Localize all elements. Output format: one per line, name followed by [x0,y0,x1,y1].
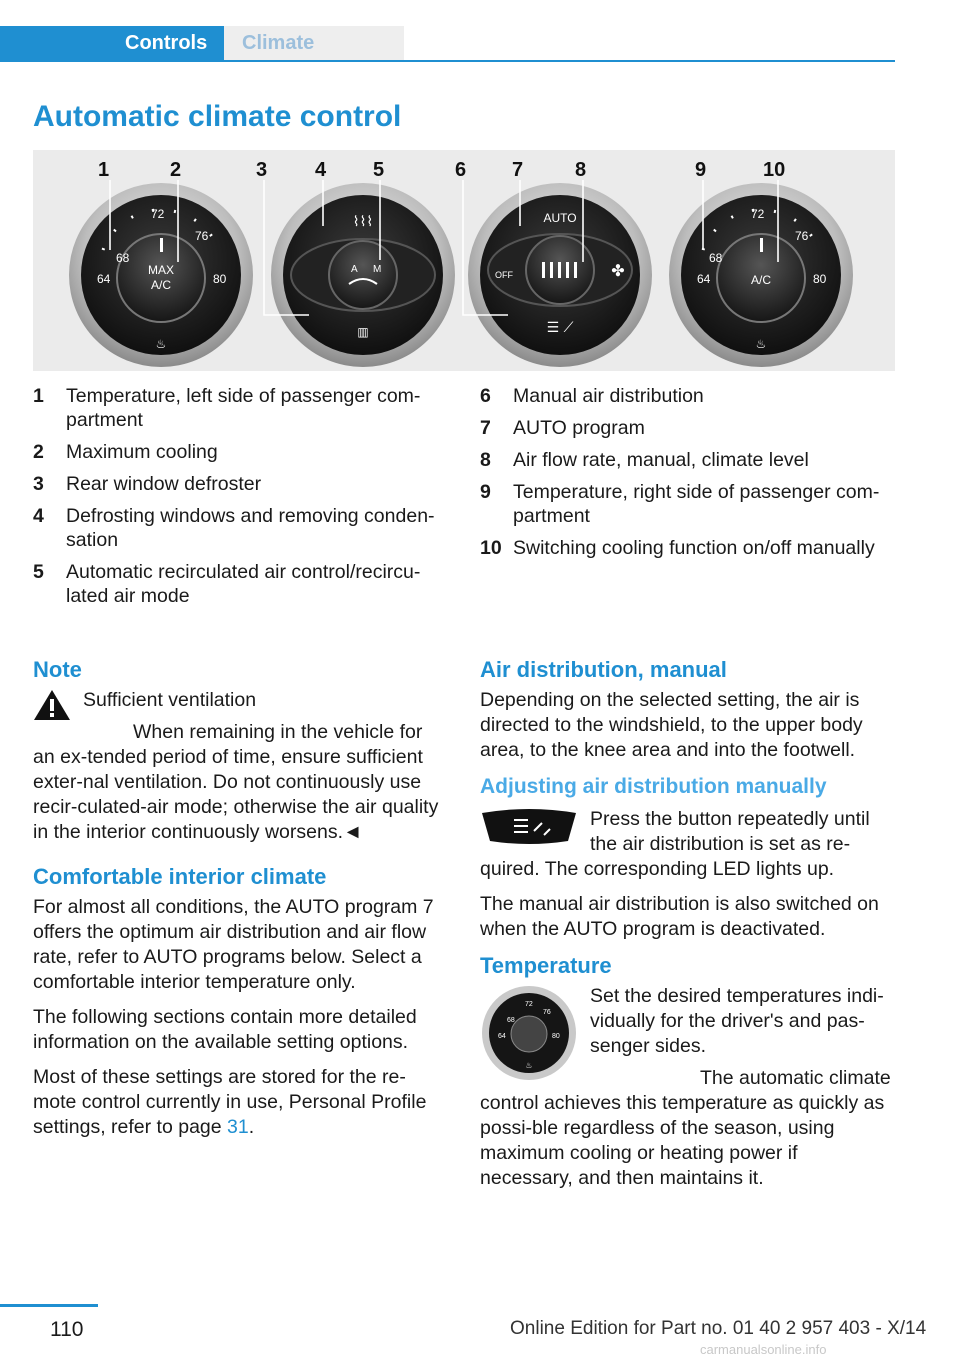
front-defrost-icon: ⌇⌇⌇ [352,214,374,230]
legend-text: Air flow rate, manual, climate level [513,449,809,471]
air-dist-subheading: Adjusting air distribution manually [480,775,827,798]
page-header [0,26,895,62]
icon-80: 80 [552,1033,560,1040]
icon-64: 64 [498,1033,506,1040]
legend-text: Manual air distribution [513,385,704,407]
page-link[interactable]: 31 [227,1116,249,1138]
right-dial-76: 76 [795,229,809,243]
legend-item [480,448,895,472]
legend-number: 5 [33,561,44,583]
climate-panel-illustration [33,150,895,371]
legend-item [33,440,448,464]
legend-number: 2 [33,441,44,463]
left-temperature-dial [69,183,253,367]
fan-icon: ✤ [611,261,625,280]
legend-text: Defrosting windows and removing conden-sation [66,505,435,551]
climate-panel-figure [33,150,895,371]
right-ac-label: A/C [750,273,772,287]
legend-item [480,416,895,440]
temperature-paragraph-1: Set the desired temperatures indi-vidually for the driver's and pas-senger sides. [590,985,884,1057]
comfort-paragraph-2: The following sections contain more detailed information on the available setting options. [33,1006,417,1053]
right-dial-64: 64 [697,272,711,286]
callout-2: 2 [170,159,182,181]
callout-6: 6 [455,159,467,181]
legend-number: 4 [33,505,44,527]
recirc-m: M [373,264,382,275]
air-dist-paragraph-1: Depending on the selected setting, the air is directed to the windshield, to the upper body area, to the knee area and into the footwell. [480,689,863,761]
comfort-paragraph-3 [33,1065,448,1140]
footer-rule [0,1304,98,1307]
left-dial-76: 76 [195,229,209,243]
warning-icon [33,688,71,722]
air-dist-paragraph-2: Press the button repeatedly until the air distribution is set as re-quired. The corresponding LED lights up. [480,808,870,880]
legend-right [480,384,895,568]
center-right-control [468,183,652,367]
left-dial-72: 72 [151,207,165,221]
callout-7: 7 [512,159,524,181]
right-column [480,656,895,1191]
legend-number: 8 [480,449,491,471]
callout-8: 8 [575,159,587,181]
legend-text: Temperature, right side of passenger com-partment [513,481,880,527]
callout-4: 4 [315,159,327,181]
note-block [33,688,448,845]
legend-number: 9 [480,481,491,503]
tab-climate[interactable]: Climate [224,26,404,60]
right-seat-heat-icon: ♨ [755,337,767,351]
page-number: 110 [50,1318,84,1341]
icon-72: 72 [525,1001,533,1008]
legend-text: AUTO program [513,417,645,439]
callout-1: 1 [98,159,110,181]
legend-item [480,384,895,408]
edition-text: Online Edition for Part no. 01 40 2 957 403 - X/14 [510,1318,927,1339]
rear-defrost-icon: ▥ [357,325,369,339]
legend-item [33,560,448,608]
callout-5: 5 [373,159,385,181]
right-dial-80: 80 [813,272,827,286]
legend-item [33,472,448,496]
legend-item [33,384,448,432]
right-dial-72: 72 [751,207,765,221]
right-dial-68: 68 [709,251,723,265]
temperature-heading: Temperature [480,953,612,978]
callout-3: 3 [256,159,268,181]
header-rule [0,60,895,62]
legend-left [33,384,448,616]
legend-text: Automatic recirculated air control/recircu-lated air mode [66,561,421,607]
temperature-dial-icon [480,984,578,1082]
center-left-control [271,183,455,367]
left-dial-68: 68 [116,251,130,265]
recirc-a: A [351,264,358,275]
legend-number: 7 [480,417,491,439]
tab-controls[interactable]: Controls [0,26,224,60]
legend-text: Switching cooling function on/off manually [513,537,875,559]
legend-text: Temperature, left side of passenger com-partment [66,385,421,431]
svg-text:MAX: MAX [147,263,175,277]
note-body: When remaining in the vehicle for an ex-tended period of time, ensure sufficient exter-nal ventilation. Do not continuously use recir-culated-air mode; otherwise the air quality in the interior continuously worsens.◄ [33,721,439,843]
temperature-paragraph-2: The automatic climate control achieves this temperature as quickly as possi-ble regardless of the season, using maximum cooling or heating power if necessary, and then maintains it. [480,1067,891,1189]
left-seat-heat-icon: ♨ [155,337,167,351]
note-title: Sufficient ventilation [83,689,257,711]
legend-number: 10 [480,537,502,559]
legend-text: Maximum cooling [66,441,218,463]
air-dist-paragraph-3: The manual air distribution is also switched on when the AUTO program is deactivated. [480,893,879,940]
air-distribution-button-icon [480,807,578,847]
legend-item [480,480,895,528]
auto-label: AUTO [543,211,577,225]
off-label: OFF [495,270,513,280]
legend-item [480,536,895,560]
comfort-heading: Comfortable interior climate [33,864,327,889]
right-temperature-dial [669,183,853,367]
page-title: Automatic climate control [33,100,402,133]
temperature-block [480,984,895,1191]
callout-numbers [98,159,785,181]
legend-number: 3 [33,473,44,495]
comfort-paragraph-1: For almost all conditions, the AUTO program 7 offers the optimum air distribution and air flow rate, refer to AUTO programs below. Select a comfortable interior temperature only. [33,896,434,993]
comfort-p3-end: . [248,1116,255,1138]
svg-text:♨: ♨ [525,1061,533,1070]
legend-number: 1 [33,385,44,407]
comfort-p3-text: Most of these settings are stored for the re-mote control currently in use, Personal Profile settings, refer to page [33,1066,427,1138]
svg-text:A/C: A/C [150,278,172,292]
icon-76: 76 [543,1009,551,1016]
left-dial-80: 80 [213,272,227,286]
legend-item [33,504,448,552]
air-dist-block [480,807,895,882]
legend-text: Rear window defroster [66,473,262,495]
air-dist-heading: Air distribution, manual [480,657,727,682]
icon-68: 68 [507,1017,515,1024]
callout-10: 10 [763,159,786,181]
left-column [33,656,448,1150]
air-distribution-icon: ☰ ⟋ [546,320,574,336]
note-heading: Note [33,657,82,682]
callout-9: 9 [695,159,707,181]
left-dial-64: 64 [97,272,111,286]
watermark: carmanualsonline.info [700,1342,827,1357]
legend-number: 6 [480,385,491,407]
